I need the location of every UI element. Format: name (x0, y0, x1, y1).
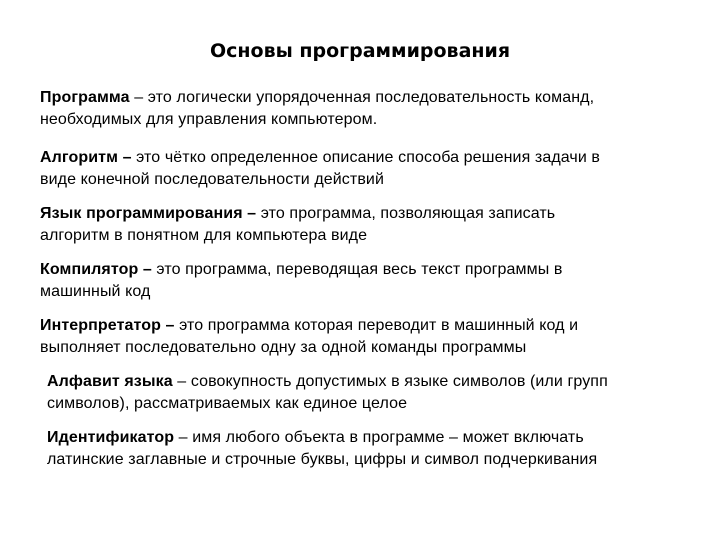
term-interpreter: Интерпретатор – (40, 317, 175, 334)
definition-program-text-cont: необходимых для управления компьютером. (40, 111, 378, 128)
term-program: Программа (40, 89, 130, 106)
definition-interpreter-text-cont: выполняет последовательно одну за одной команды программы (40, 339, 527, 356)
term-programming-language: Язык программирования – (40, 205, 257, 222)
definition-algorithm-text: это чётко определенное описание способа решения задачи в (131, 149, 601, 166)
definition-alphabet-text: – совокупность допустимых в языке символов (или групп (172, 373, 608, 390)
term-algorithm: Алгоритм – (40, 149, 132, 166)
definition-compiler (40, 259, 562, 303)
definition-interpreter-text: это программа которая переводит в машинный код и (174, 317, 579, 334)
definition-programming-language-text-cont: алгоритм в понятном для компьютера виде (40, 227, 368, 244)
definition-programming-language-text: это программа, позволяющая записать (256, 205, 556, 222)
definition-algorithm (40, 147, 600, 191)
definition-programming-language (40, 203, 555, 247)
definition-compiler-text-cont: машинный код (40, 283, 151, 300)
slide-title: Основы программирования (209, 40, 511, 62)
term-compiler: Компилятор – (40, 261, 152, 278)
definition-compiler-text: это программа, переводящая весь текст программы в (151, 261, 563, 278)
definition-interpreter (40, 315, 578, 359)
definition-alphabet (47, 371, 608, 415)
definition-identifier-text-cont: латинские заглавные и строчные буквы, цифры и символ подчеркивания (47, 451, 598, 468)
definition-identifier-text: – имя любого объекта в программе – может включать (174, 429, 584, 446)
term-alphabet: Алфавит языка (47, 373, 173, 390)
term-identifier: Идентификатор (47, 429, 175, 446)
definition-identifier (47, 427, 597, 471)
definition-program (40, 87, 594, 131)
definition-program-text: – это логически упорядоченная последовательность команд, (129, 89, 595, 106)
definition-algorithm-text-cont: виде конечной последовательности действий (40, 171, 385, 188)
definition-alphabet-text-cont: символов), рассматриваемых как единое целое (47, 395, 408, 412)
